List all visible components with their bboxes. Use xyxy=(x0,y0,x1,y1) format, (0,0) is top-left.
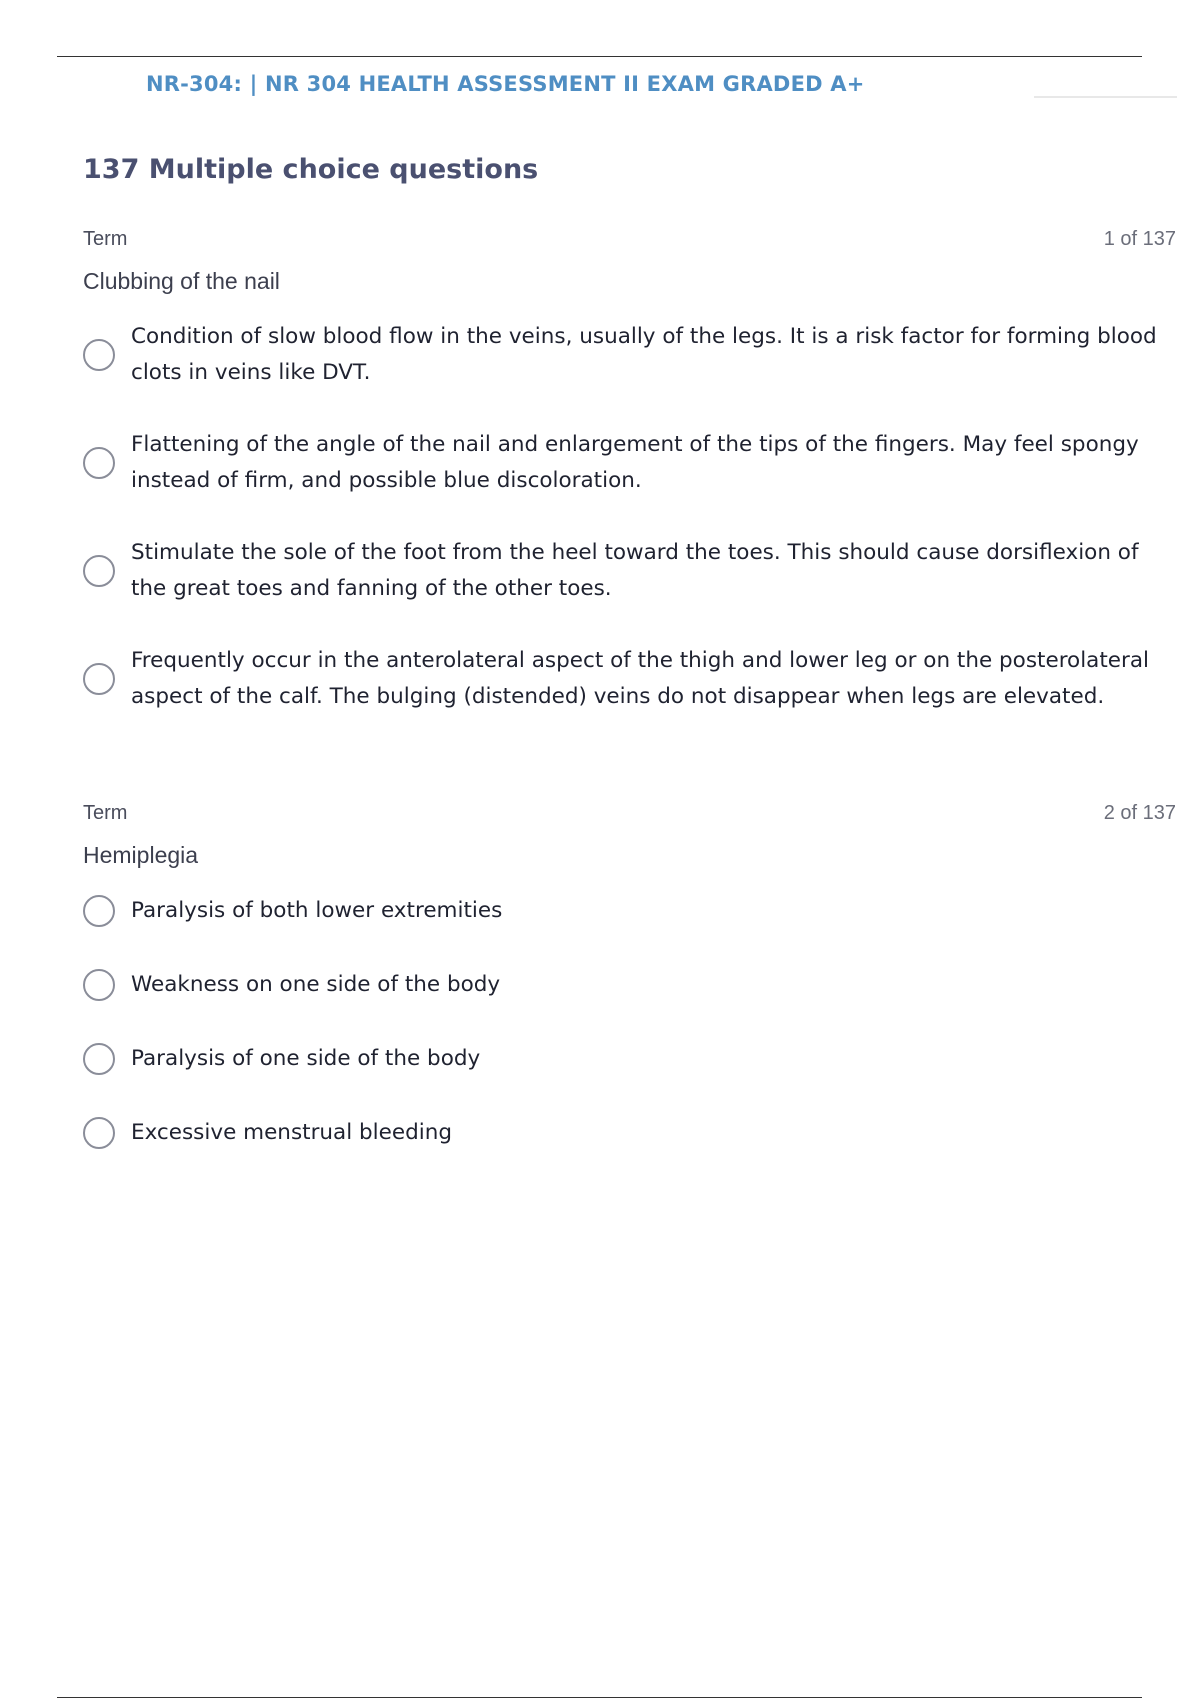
radio-circle-icon[interactable] xyxy=(83,447,115,479)
question-counter: 2 of 137 xyxy=(1103,802,1176,824)
answer-options xyxy=(83,319,1176,715)
question-card-2 xyxy=(83,802,1176,1189)
answer-option-1[interactable] xyxy=(83,893,1176,929)
answer-option-text: Excessive menstrual bleeding xyxy=(131,1120,452,1145)
answer-option-3[interactable] xyxy=(83,535,1176,607)
question-card-1 xyxy=(83,228,1176,751)
answer-option-text: Paralysis of both lower extremities xyxy=(131,898,503,923)
answer-option-3[interactable] xyxy=(83,1041,1176,1077)
question-header xyxy=(83,228,1176,256)
term-label: Term xyxy=(83,228,128,250)
term-text: Clubbing of the nail xyxy=(83,268,280,294)
answer-option-2[interactable] xyxy=(83,967,1176,1003)
radio-circle-icon[interactable] xyxy=(83,1117,115,1149)
answer-option-text: Frequently occur in the anterolateral aspect of the thigh and lower leg or on the posterolateral aspect of the calf. The bulging (distended) veins do not disappear when legs are elevated. xyxy=(131,648,1150,709)
radio-circle-icon[interactable] xyxy=(83,895,115,927)
answer-option-4[interactable] xyxy=(83,1115,1176,1151)
header-underline xyxy=(1034,96,1177,98)
radio-circle-icon[interactable] xyxy=(83,339,115,371)
section-title: 137 Multiple choice questions xyxy=(83,154,539,185)
answer-option-text: Condition of slow blood flow in the veins, usually of the legs. It is a risk factor for forming blood clots in veins like DVT. xyxy=(131,324,1157,385)
radio-circle-icon[interactable] xyxy=(83,969,115,1001)
answer-option-2[interactable] xyxy=(83,427,1176,499)
answer-options xyxy=(83,893,1176,1151)
question-header xyxy=(83,802,1176,830)
answer-option-1[interactable] xyxy=(83,319,1176,391)
answer-option-text: Paralysis of one side of the body xyxy=(131,1046,481,1071)
term-label: Term xyxy=(83,802,128,824)
answer-option-text: Stimulate the sole of the foot from the heel toward the toes. This should cause dorsiflexion of the great toes and fanning of the other toes. xyxy=(131,540,1139,601)
radio-circle-icon[interactable] xyxy=(83,555,115,587)
radio-circle-icon[interactable] xyxy=(83,1043,115,1075)
answer-option-text: Weakness on one side of the body xyxy=(131,972,501,997)
answer-option-text: Flattening of the angle of the nail and enlargement of the tips of the fingers. May feel spongy instead of firm, and possible blue discoloration. xyxy=(131,432,1139,493)
bottom-rule xyxy=(57,1697,1142,1698)
radio-circle-icon[interactable] xyxy=(83,663,115,695)
document-header-title: NR-304: | NR 304 HEALTH ASSESSMENT II EXAM GRADED A+ xyxy=(146,72,865,96)
top-rule xyxy=(57,56,1142,57)
answer-option-4[interactable] xyxy=(83,643,1176,715)
question-counter: 1 of 137 xyxy=(1103,228,1176,250)
term-text: Hemiplegia xyxy=(83,842,199,868)
